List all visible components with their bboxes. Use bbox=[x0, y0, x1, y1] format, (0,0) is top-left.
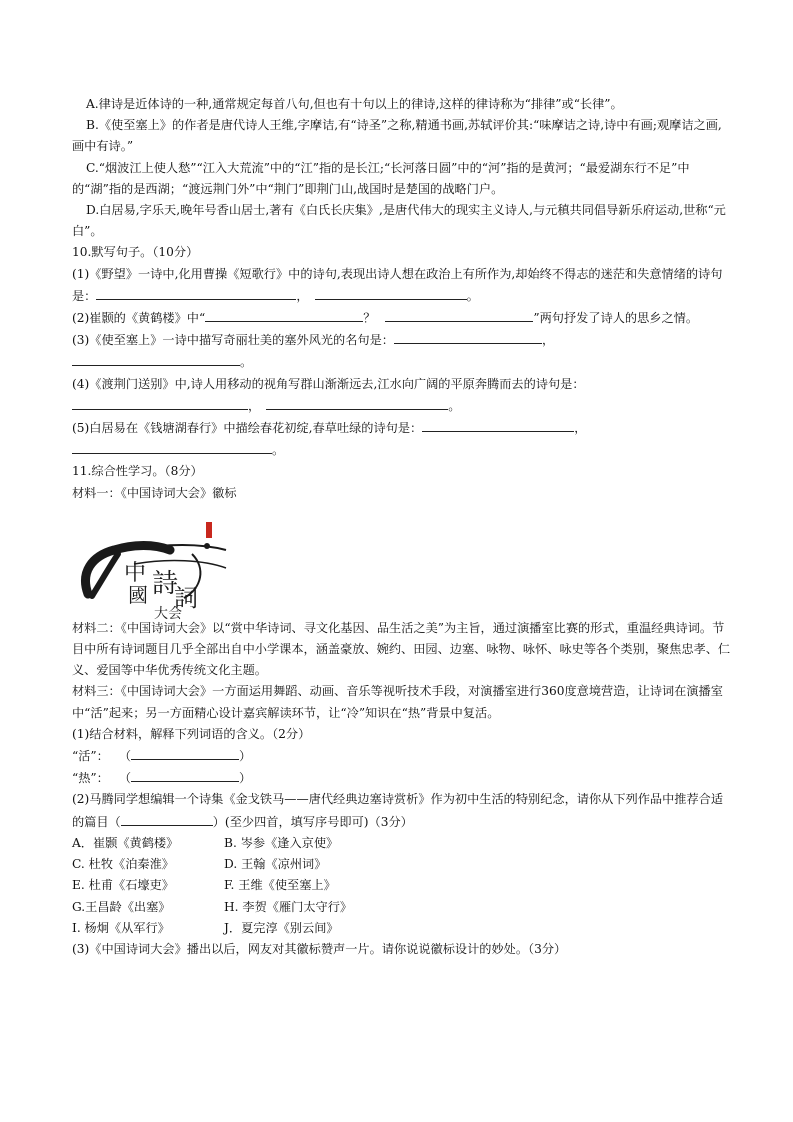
answer-blank[interactable] bbox=[72, 351, 240, 366]
separator: ， bbox=[574, 421, 587, 436]
works-list bbox=[72, 833, 732, 939]
q10-item-3 bbox=[72, 329, 732, 373]
poetry-conference-logo bbox=[72, 504, 732, 622]
re-label: “热”： bbox=[72, 771, 109, 786]
option-c: C.“烟波江上使人愁”“江入大荒流”中的“江”指的是长江;“长河落日圆”中的“河”指的是黄河；“最爱湖东行不足”中的“湖”指的是西湖；“渡远荆门外”中“荆门”即荆门山,战国时是楚国的战略门户。 bbox=[72, 160, 690, 196]
q11-sub-1: (1)结合材料，解释下列词语的含义。（2分） bbox=[72, 726, 311, 741]
end-mark: 。 bbox=[272, 443, 285, 458]
end-mark: 。 bbox=[240, 355, 253, 370]
svg-text:詞: 詞 bbox=[174, 583, 198, 612]
separator: ， bbox=[541, 333, 555, 348]
option-a: A.律诗是近体诗的一种,通常规定每首八句,但也有十句以上的律诗,这样的律诗称为“排律”或“长律”。 bbox=[86, 97, 623, 111]
work-item: B. 岑参《逢入京使》 bbox=[224, 835, 339, 850]
paren-open: （ bbox=[118, 749, 132, 764]
q10-item-2 bbox=[72, 307, 732, 329]
separator: ， bbox=[296, 288, 309, 303]
separator: ， bbox=[248, 398, 261, 413]
q10-item-5-text: (5)白居易在《钱塘湖春行》中描绘春花初绽,春草吐绿的诗句是： bbox=[72, 421, 423, 436]
work-item: D. 王翰《凉州词》 bbox=[224, 857, 327, 872]
answer-blank[interactable] bbox=[385, 307, 533, 322]
work-item: C. 杜牧《泊秦淮》 bbox=[72, 857, 174, 872]
end-mark: 。 bbox=[466, 288, 479, 303]
answer-blank[interactable] bbox=[121, 811, 213, 826]
q10-item-2-mid: ？ bbox=[363, 311, 376, 326]
paren-close: ） bbox=[239, 771, 252, 786]
svg-text:國: 國 bbox=[128, 582, 148, 607]
svg-text:中: 中 bbox=[124, 560, 147, 586]
q11-sub-3: (3)《中国诗词大会》播出以后，网友对其徽标赞声一片。请你说说徽标设计的妙处。（3分） bbox=[72, 941, 567, 956]
work-item: F. 王维《使至塞上》 bbox=[224, 878, 336, 893]
work-item: G.王昌龄《出塞》 bbox=[72, 899, 171, 914]
material-1: 材料一：《中国诗词大会》徽标 bbox=[72, 485, 237, 500]
answer-blank[interactable] bbox=[72, 439, 272, 454]
answer-blank[interactable] bbox=[131, 745, 239, 760]
q10-item-2-pre: (2)崔颢的《黄鹤楼》中“ bbox=[72, 311, 206, 326]
end-mark: 。 bbox=[448, 398, 461, 413]
answer-blank[interactable] bbox=[72, 395, 248, 410]
q11-sub-2-post: ）(至少四首，填写序号即可)（3分） bbox=[212, 814, 413, 829]
material-2: 材料二：《中国诗词大会》以“赏中华诗词、寻文化基因、品生活之美”为主旨，通过演播室比赛的形式，重温经典诗词。节目中所有诗词题目几乎全部出自中小学课本，涵盖豪放、婉约、田园、边塞、咏物、咏怀、咏史等各个类别，聚焦忠孝、仁义、爱国等中华优秀传统文化主题。 bbox=[72, 620, 731, 678]
answer-blank[interactable] bbox=[96, 285, 296, 300]
huo-label: “活”： bbox=[72, 749, 109, 764]
option-b: B.《使至塞上》的作者是唐代诗人王维,字摩诘,有“诗圣”之称,精通书画,苏轼评价其:“味摩诘之诗,诗中有画;观摩诘之画,画中有诗。” bbox=[72, 118, 722, 154]
q11-sub-2-pre: (2)马腾同学想编辑一个诗集《金戈铁马——唐代经典边塞诗赏析》作为初中生活的特别纪念，请你从下列作品中推荐合适的篇目（ bbox=[72, 792, 724, 829]
work-item: J．夏完淳《别云间》 bbox=[224, 920, 339, 935]
work-item: H. 李贺《雁门太守行》 bbox=[224, 899, 353, 914]
svg-text:大会: 大会 bbox=[154, 605, 182, 622]
q11-title: 11.综合性学习。（8分） bbox=[72, 464, 203, 479]
logo-image bbox=[74, 510, 234, 624]
svg-text:詩: 詩 bbox=[152, 568, 179, 599]
answer-blank[interactable] bbox=[422, 417, 574, 432]
material-3: 材料三：《中国诗词大会》一方面运用舞蹈、动画、音乐等视听技术手段，对演播室进行360度意境营造，让诗词在演播室中“活”起来；另一方面精心设计嘉宾解读环节，让“冷”知识在“热”背景中复活。 bbox=[72, 684, 723, 720]
paren-open: （ bbox=[118, 771, 132, 786]
q10-item-5 bbox=[72, 417, 732, 461]
q10-title: 10.默写句子。（10分） bbox=[72, 245, 199, 260]
work-item: E. 杜甫《石壕吏》 bbox=[72, 878, 174, 893]
answer-blank[interactable] bbox=[315, 285, 467, 300]
q10-item-1 bbox=[72, 264, 732, 307]
q11-sub-2 bbox=[72, 789, 732, 832]
exam-page bbox=[72, 94, 732, 960]
huo-line bbox=[72, 745, 732, 767]
answer-blank[interactable] bbox=[266, 395, 448, 410]
answer-blank[interactable] bbox=[205, 307, 363, 322]
work-item: A．崔颢《黄鹤楼》 bbox=[72, 835, 179, 850]
paren-close: ） bbox=[239, 749, 252, 764]
work-item: I. 杨炯《从军行》 bbox=[72, 920, 170, 935]
q10-item-4 bbox=[72, 374, 732, 417]
q10-item-1-text: (1)《野望》一诗中,化用曹操《短歌行》中的诗句,表现出诗人想在政治上有所作为,却始终不得志的迷茫和失意情绪的诗句是： bbox=[72, 266, 723, 303]
answer-blank[interactable] bbox=[394, 329, 542, 344]
re-line bbox=[72, 767, 732, 789]
q10-item-4-text: (4)《渡荆门送别》中,诗人用移动的视角写群山渐渐远去,江水向广阔的平原奔腾而去的诗句是： bbox=[72, 376, 585, 391]
option-d: D.白居易,字乐天,晚年号香山居士,著有《白氏长庆集》,是唐代伟大的现实主义诗人,与元稹共同倡导新乐府运动,世称“元白”。 bbox=[72, 203, 726, 239]
q10-item-2-post: ”两句抒发了诗人的思乡之情。 bbox=[533, 311, 699, 326]
q10-item-3-text: (3)《使至塞上》一诗中描写奇丽壮美的塞外风光的名句是： bbox=[72, 333, 394, 348]
answer-blank[interactable] bbox=[131, 767, 239, 782]
